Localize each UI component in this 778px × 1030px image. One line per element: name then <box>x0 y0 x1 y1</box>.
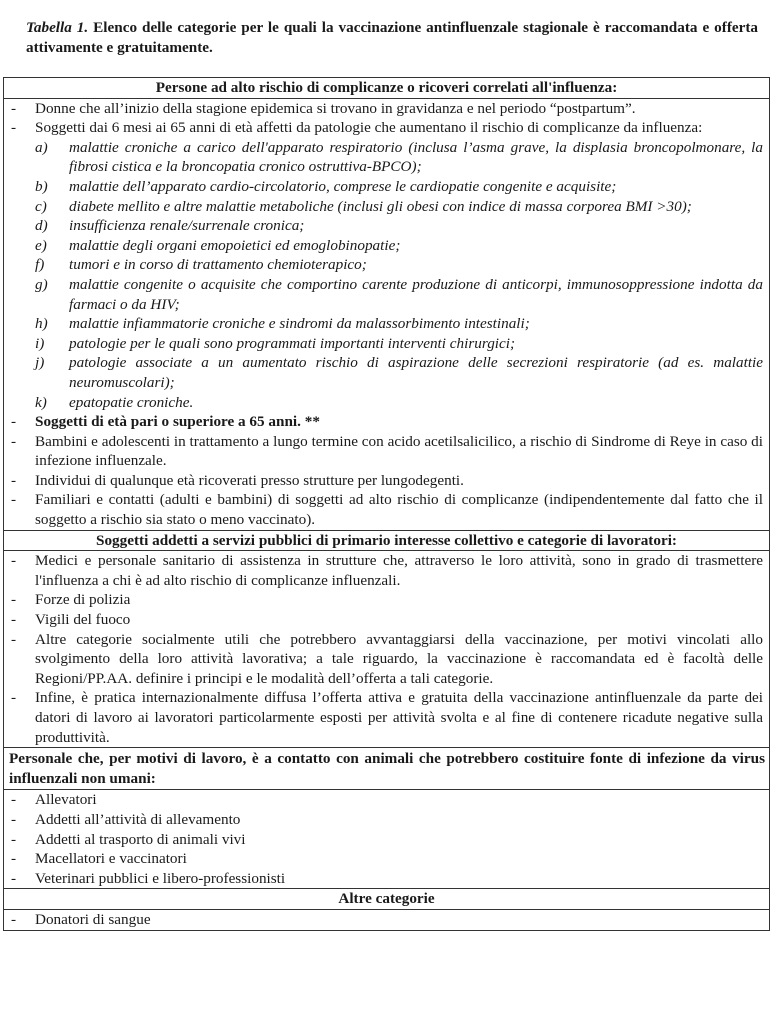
category-list <box>4 99 769 530</box>
list-item <box>4 610 763 630</box>
list-item <box>4 118 763 412</box>
list-item-text: - Vigili del fuoco <box>35 611 131 629</box>
sub-item-text: patologie associate a un aumentato rischio di aspirazione delle secrezioni respiratorie (ad es. malattie neuromuscolari); <box>69 354 763 391</box>
list-item <box>4 99 763 119</box>
sub-item-letter: b) <box>35 177 48 195</box>
list-item-text: - Donne che all’inizio della stagione epidemica si trovano in gravidanza e nel periodo “postpartum”. <box>35 99 636 117</box>
sub-item-text: malattie congenite o acquisite che comportino carente produzione di anticorpi, immunosoppressione indotta da farmaci o da HIV; <box>69 275 763 313</box>
section-body-row <box>4 98 770 530</box>
list-item <box>4 432 763 471</box>
list-item-text: - Soggetti di età pari o superiore a 65 anni. ** <box>35 413 320 431</box>
sub-item-text: patologie per le quali sono programmati importanti interventi chirurgici; <box>69 334 516 352</box>
sub-list-item <box>35 255 763 275</box>
sub-item-letter: i) <box>35 334 45 352</box>
list-item-text: - Individui di qualunque età ricoverati presso strutture per lungodegenti. <box>35 471 464 489</box>
list-item <box>4 412 763 432</box>
list-item-text: - Addetti al trasporto di animali vivi <box>35 830 246 848</box>
category-list <box>4 790 769 888</box>
list-item <box>4 590 763 610</box>
category-list <box>4 551 769 747</box>
caption-label: Tabella 1. <box>26 19 89 36</box>
list-item <box>4 830 763 850</box>
sub-item-letter: j) <box>35 354 45 372</box>
list-item <box>4 849 763 869</box>
sub-list-item <box>35 138 763 177</box>
sub-list-item <box>35 216 763 236</box>
section-heading-row <box>4 530 770 551</box>
sub-item-text: insufficienza renale/surrenale cronica; <box>69 217 305 235</box>
list-item <box>4 630 763 689</box>
section-body <box>4 98 770 530</box>
list-item-text: - Familiari e contatti (adulti e bambini) di soggetti ad alto rischio di complicanze (indipendentemente dal fatto che il soggetto a rischio sia stato o meno vaccinato). <box>35 491 763 529</box>
sub-list-item <box>35 393 763 413</box>
section-body-row <box>4 909 770 930</box>
list-item <box>4 490 763 529</box>
sub-list-item <box>35 334 763 354</box>
sub-list-item <box>35 197 763 217</box>
list-item <box>4 688 763 747</box>
section-heading-row <box>4 78 770 99</box>
sub-item-letter: f) <box>35 256 45 274</box>
list-item-text: - Veterinari pubblici e libero-professionisti <box>35 869 286 887</box>
list-item <box>4 810 763 830</box>
sub-item-letter: h) <box>35 315 48 333</box>
sub-item-text: diabete mellito e altre malattie metaboliche (inclusi gli obesi con indice di massa corporea BMI >30); <box>69 197 692 215</box>
list-item-text: - Bambini e adolescenti in trattamento a lungo termine con acido acetilsalicilico, a rischio di Sindrome di Reye in caso di infezione influenzale. <box>35 432 763 470</box>
list-item-text: - Forze di polizia <box>35 591 131 609</box>
sub-item-text: malattie degli organi emopoietici ed emoglobinopatie; <box>69 236 401 254</box>
sub-item-text: tumori e in corso di trattamento chemioterapico; <box>69 256 367 274</box>
sub-list <box>35 138 763 412</box>
section-heading: Persone ad alto rischio di complicanze o ricoveri correlati all'influenza: <box>4 78 770 99</box>
sub-item-letter: d) <box>35 217 48 235</box>
sub-list-item <box>35 314 763 334</box>
category-list <box>4 910 769 930</box>
sub-item-letter: e) <box>35 236 47 254</box>
section-body <box>4 790 770 889</box>
list-item-text: - Altre categorie socialmente utili che potrebbero avvantaggiarsi della vaccinazione, per motivi vincolati allo svolgimento della loro attività lavorativa; a tale riguardo, la vaccinazione è raccomandata ed è facoltà delle Regioni/PP.AA. definire i principi e le modalità dell’offerta a tali categorie. <box>35 630 763 687</box>
sub-list-item <box>35 236 763 256</box>
list-item <box>4 551 763 590</box>
list-item-text: - Medici e personale sanitario di assistenza in strutture che, attraverso le loro attività, sono in grado di trasmettere l'influenza a chi è ad alto rischio di complicanze influenzali. <box>35 552 763 589</box>
section-heading: Personale che, per motivi di lavoro, è a contatto con animali che potrebbero costituire fonte di infezione da virus influenzali non umani: <box>4 748 770 790</box>
section-body <box>4 551 770 748</box>
sub-item-text: malattie infiammatorie croniche e sindromi da malassorbimento intestinali; <box>69 315 530 333</box>
sub-item-text: malattie dell’apparato cardio-circolatorio, comprese le cardiopatie congenite e acquisite; <box>69 177 617 195</box>
sub-item-text: epatopatie croniche. <box>69 393 194 411</box>
list-item <box>4 790 763 810</box>
list-item-text: - Soggetti dai 6 mesi ai 65 anni di età affetti da patologie che aumentano il rischio di complicanze da influenza: <box>35 119 703 137</box>
section-heading-row <box>4 748 770 790</box>
sub-list-item <box>35 353 763 392</box>
list-item-text: - Allevatori <box>35 791 97 809</box>
section-heading: Altre categorie <box>4 889 770 910</box>
caption-text: Elenco delle categorie per le quali la vaccinazione antinfluenzale stagionale è raccomandata e offerta attivamente e gratuitamente. <box>26 19 759 56</box>
sub-item-letter: k) <box>35 393 47 411</box>
list-item-text: - Donatori di sangue <box>35 910 151 928</box>
section-body <box>4 909 770 930</box>
section-heading: Soggetti addetti a servizi pubblici di primario interesse collettivo e categorie di lavoratori: <box>4 530 770 551</box>
list-item <box>4 910 763 930</box>
list-item <box>4 471 763 491</box>
list-item <box>4 869 763 889</box>
sub-item-letter: c) <box>35 197 47 215</box>
sub-item-letter: g) <box>35 275 48 293</box>
section-body-row <box>4 551 770 748</box>
sub-list-item <box>35 275 763 314</box>
sub-list-item <box>35 177 763 197</box>
sub-item-letter: a) <box>35 138 48 156</box>
list-item-text: - Addetti all’attività di allevamento <box>35 810 241 828</box>
sub-item-text: malattie croniche a carico dell'apparato respiratorio (inclusa l’asma grave, la displasia broncopolmonare, la fibrosi cistica e la broncopatia cronico ostruttiva-BPCO); <box>69 138 763 176</box>
categories-table <box>3 77 770 931</box>
list-item-text: - Macellatori e vaccinatori <box>35 850 187 868</box>
section-body-row <box>4 790 770 889</box>
table-caption <box>0 0 778 56</box>
list-item-text: - Infine, è pratica internazionalmente diffusa l’offerta attiva e gratuita della vaccinazione antinfluenzale da parte dei datori di lavoro ai lavoratori particolarmente esposti per attività svolta e al fine di contenere ricadute negative sulla produttività. <box>35 689 763 746</box>
section-heading-row <box>4 889 770 910</box>
